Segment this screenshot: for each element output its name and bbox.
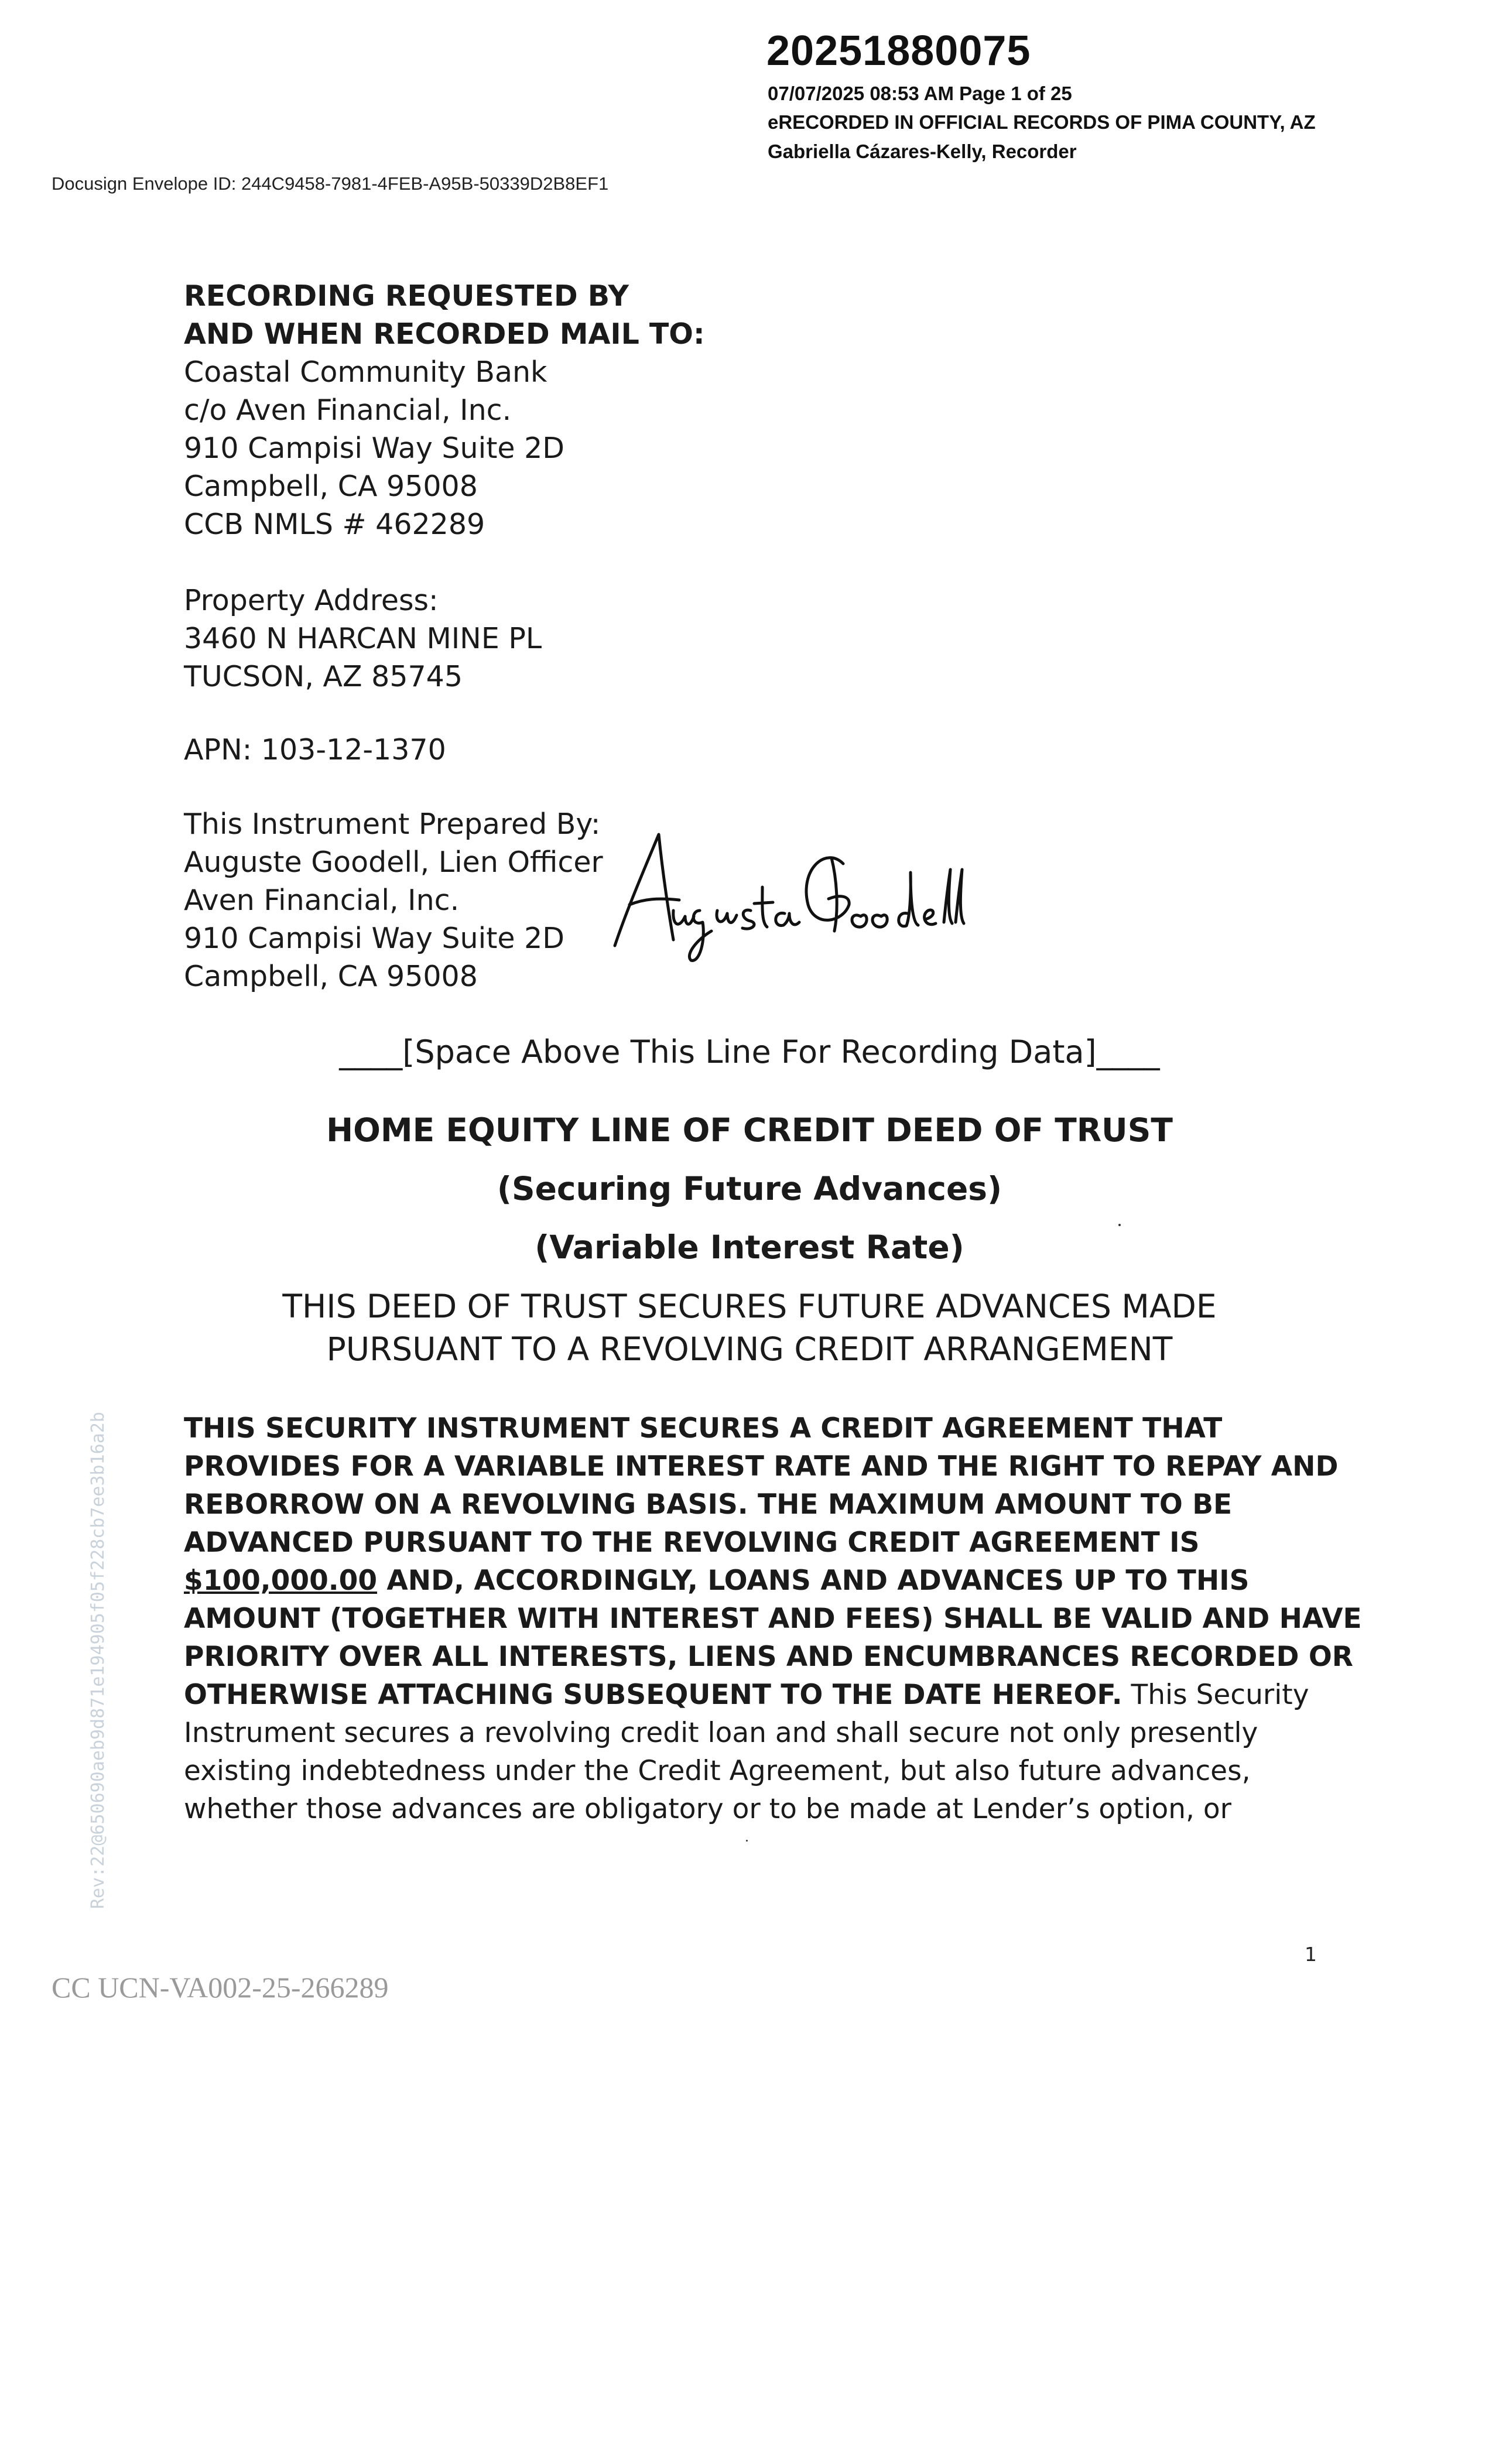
paragraph-line: whether those advances are obligatory or to be made at Lender’s option, or <box>184 1793 1231 1825</box>
security-instrument-paragraph <box>184 1409 1362 1828</box>
document-subtitle-1: (Securing Future Advances) <box>497 1170 1002 1207</box>
document-title: HOME EQUITY LINE OF CREDIT DEED OF TRUST <box>326 1111 1173 1149</box>
mail-to-line: 910 Campisi Way Suite 2D <box>184 432 565 465</box>
paragraph-line: THIS SECURITY INSTRUMENT SECURES A CREDIT AGREEMENT THAT <box>184 1412 1223 1445</box>
paragraph-line: AMOUNT (TOGETHER WITH INTEREST AND FEES) SHALL BE VALID AND HAVE <box>184 1603 1362 1635</box>
recording-number: 20251880075 <box>766 28 1031 74</box>
future-advances-line-1: THIS DEED OF TRUST SECURES FUTURE ADVANCES MADE <box>282 1288 1217 1325</box>
paragraph-line: existing indebtedness under the Credit Agreement, but also future advances, <box>184 1755 1251 1787</box>
prepared-by-label: This Instrument Prepared By: <box>184 807 601 841</box>
prepared-by-line: Campbell, CA 95008 <box>184 960 478 993</box>
paragraph-line: PRIORITY OVER ALL INTERESTS, LIENS AND ENCUMBRANCES RECORDED OR <box>184 1641 1353 1673</box>
mail-to-line: c/o Aven Financial, Inc. <box>184 393 512 427</box>
property-address-block <box>184 581 542 696</box>
recording-erecorded: eRECORDED IN OFFICIAL RECORDS OF PIMA COUNTY, AZ <box>768 111 1316 133</box>
mail-to-block <box>184 277 705 543</box>
mail-to-heading-2: AND WHEN RECORDED MAIL TO: <box>184 317 705 351</box>
paragraph-line: PROVIDES FOR A VARIABLE INTEREST RATE AND THE RIGHT TO REPAY AND <box>184 1450 1339 1483</box>
apn: APN: 103-12-1370 <box>184 733 446 766</box>
docusign-envelope-id: Docusign Envelope ID: 244C9458-7981-4FEB-A95B-50339D2B8EF1 <box>52 173 609 194</box>
space-above-line: ____[Space Above This Line For Recording Data]____ <box>339 1033 1160 1070</box>
recording-date-page: 07/07/2025 08:53 AM Page 1 of 25 <box>768 83 1072 104</box>
property-address-line2: TUCSON, AZ 85745 <box>184 660 463 693</box>
mail-to-line: Campbell, CA 95008 <box>184 470 478 503</box>
paragraph-line <box>184 1562 1320 1600</box>
prepared-by-line: 910 Campisi Way Suite 2D <box>184 922 565 955</box>
paragraph-text: OTHERWISE ATTACHING SUBSEQUENT TO THE DATE HEREOF. <box>184 1679 1122 1711</box>
mail-to-line: CCB NMLS # 462289 <box>184 508 485 541</box>
maximum-amount: $100,000.00 <box>184 1565 378 1597</box>
future-advances-line-2: PURSUANT TO A REVOLVING CREDIT ARRANGEMENT <box>326 1330 1173 1368</box>
property-address-label: Property Address: <box>184 584 439 617</box>
stray-mark <box>1118 1224 1121 1226</box>
footer-document-id: CC UCN-VA002-25-266289 <box>52 1971 389 2004</box>
recording-recorder: Gabriella Cázares-Kelly, Recorder <box>768 141 1077 162</box>
property-address-line1: 3460 N HARCAN MINE PL <box>184 622 542 655</box>
paragraph-line: REBORROW ON A REVOLVING BASIS. THE MAXIMUM AMOUNT TO BE <box>184 1488 1233 1521</box>
prepared-by-line: Auguste Goodell, Lien Officer <box>184 846 603 879</box>
prepared-by-line: Aven Financial, Inc. <box>184 884 460 917</box>
paragraph-line <box>184 1676 1320 1714</box>
document-subtitle-2: (Variable Interest Rate) <box>535 1228 964 1266</box>
paragraph-line: ADVANCED PURSUANT TO THE REVOLVING CREDIT AGREEMENT IS <box>184 1527 1200 1559</box>
paragraph-line: Instrument secures a revolving credit loan and shall secure not only presently <box>184 1717 1258 1749</box>
prepared-by-block <box>184 805 603 995</box>
paragraph-text: This Security <box>1122 1679 1309 1711</box>
revision-watermark: Rev:22@650690aeb9d871e194905f05f228cb7ee3b16a2b <box>88 1412 108 1909</box>
paragraph-text: AND, ACCORDINGLY, LOANS AND ADVANCES UP TO THIS <box>377 1565 1250 1597</box>
page-number: 1 <box>1305 1943 1317 1966</box>
mail-to-heading-1: RECORDING REQUESTED BY <box>184 279 629 313</box>
mail-to-line: Coastal Community Bank <box>184 355 547 389</box>
handwritten-signature <box>597 823 966 975</box>
stray-mark <box>746 1840 748 1842</box>
